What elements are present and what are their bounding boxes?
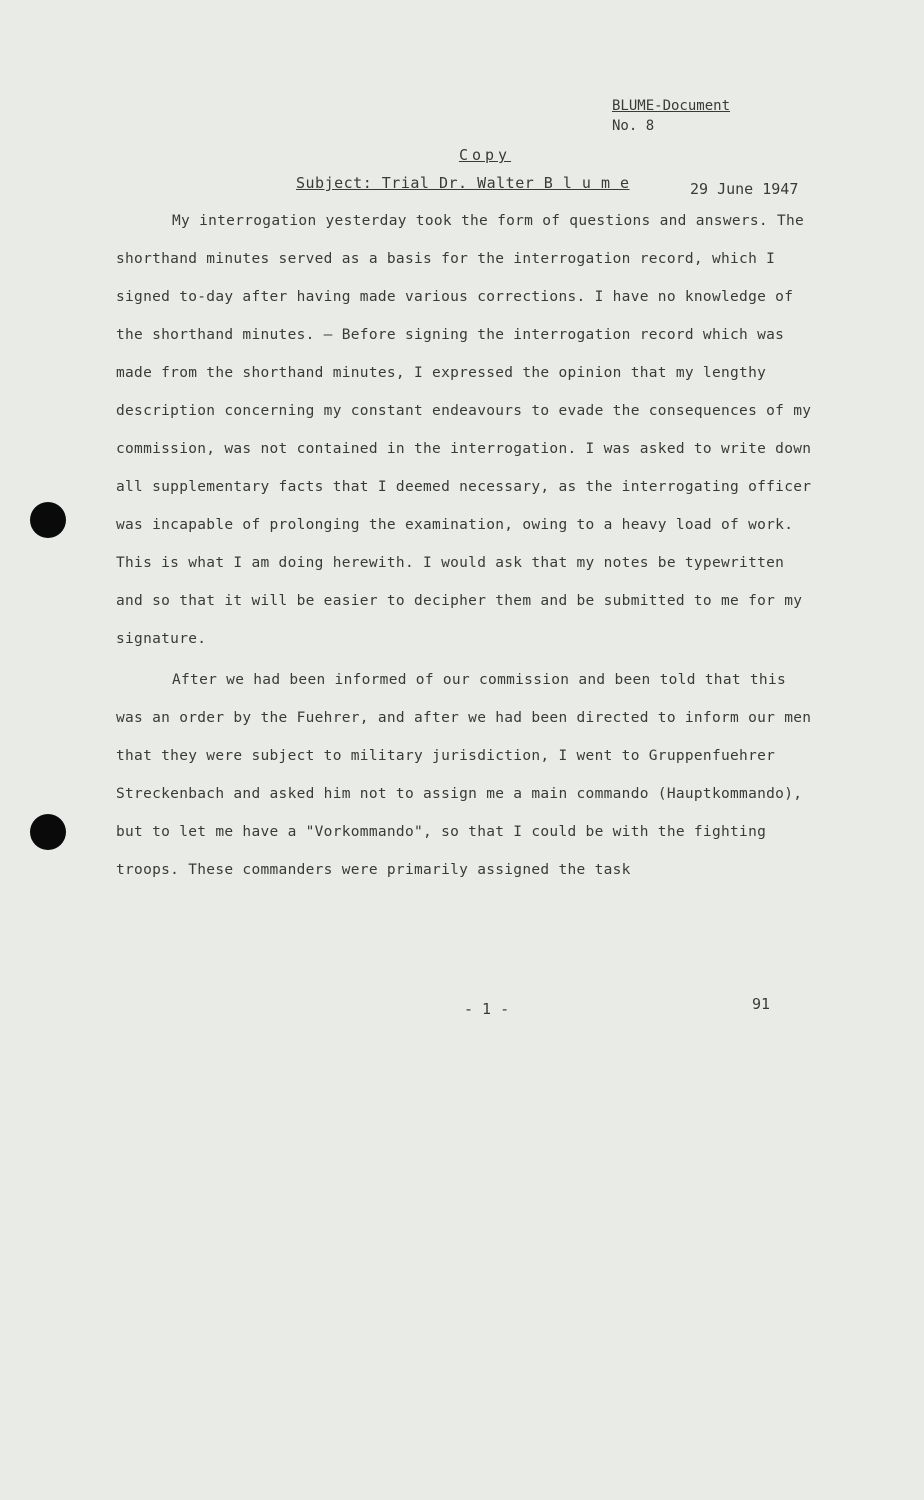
punch-hole-bottom <box>30 814 66 850</box>
subject-line: Subject: Trial Dr. Walter B l u m e <box>296 174 630 192</box>
punch-hole-top <box>30 502 66 538</box>
folio-number: 91 <box>752 995 771 1013</box>
page-number: - 1 - <box>464 1000 510 1018</box>
body-paragraph-2 <box>116 661 816 889</box>
document-reference <box>612 96 730 136</box>
body-paragraph-1 <box>116 202 816 658</box>
document-reference-name: BLUME-Document <box>612 98 731 114</box>
body-paragraph-1-text: My interrogation yesterday took the form of questions and answers. The shorthand minutes served as a basis for the interrogation record, which I signed to-day after having made various corrections. I have no knowledge of the shorthand minutes. — Before signing the interrogation record which was made from the shorthand minutes, I expressed the opinion that my lengthy description concerning my constant endeavours to evade the consequences of my commission, was not contained in the interrogation. I was asked to write down all supplementary facts that I deemed necessary, as the interrogating officer was incapable of prolonging the examination, owing to a heavy load of work. This is what I am doing herewith. I would ask that my notes be typewritten and so that it will be easier to decipher them and be submitted to me for my signature. <box>116 213 812 647</box>
copy-heading: Copy <box>458 146 512 164</box>
body-paragraph-2-text: After we had been informed of our commission and been told that this was an order by the Fuehrer, and after we had been directed to inform our men that they were subject to military jurisdiction, I went to Gruppenfuehrer Streckenbach and asked him not to assign me a main commando (Hauptkommando), but to let me have a "Vorkommando", so that I could be with the fighting troops. These commanders were primarily assigned the task <box>116 672 812 878</box>
document-date: 29 June 1947 <box>690 180 799 198</box>
document-reference-number: No. 8 <box>612 118 655 134</box>
